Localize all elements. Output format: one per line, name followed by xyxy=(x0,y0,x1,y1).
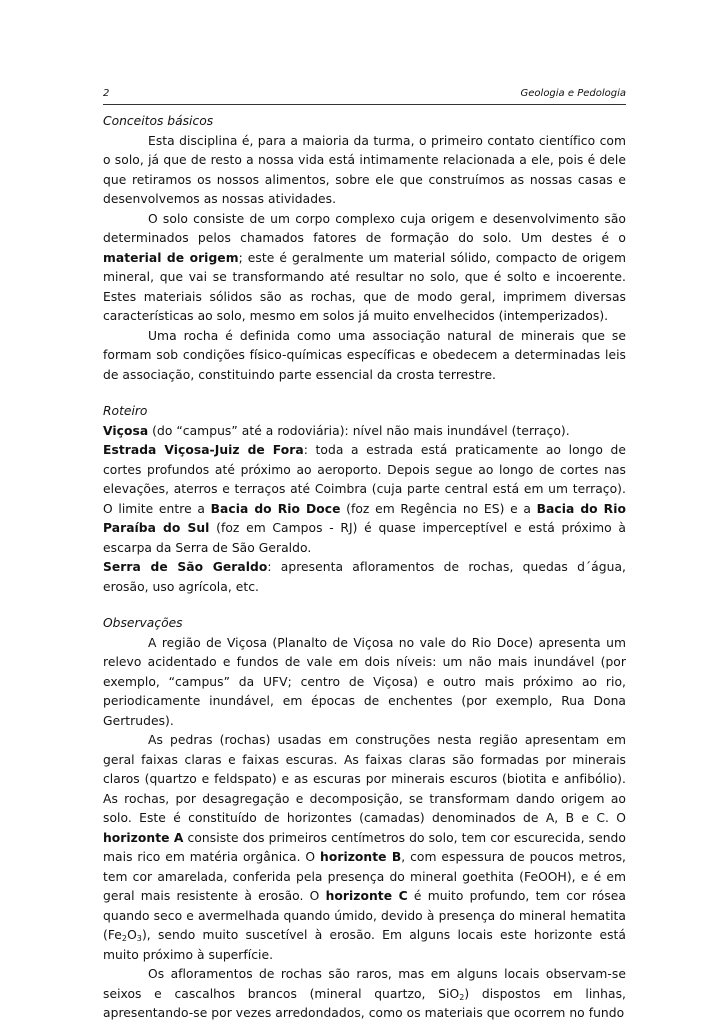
paragraph xyxy=(103,327,626,386)
section-observacoes xyxy=(103,614,626,1024)
paragraph-text: (foz em Campos - RJ) é quase imperceptível e está próximo à escarpa da Serra de São Geraldo. xyxy=(103,521,627,555)
bold-term: Viçosa xyxy=(103,423,149,438)
bold-term: horizonte C xyxy=(325,889,408,903)
subscript: 3 xyxy=(136,934,142,943)
paragraph-text: As pedras (rochas) usadas em construções nesta região apresentam em geral faixas claras e faixas escuras. As faixas claras são formadas por minerais claros (quartzo e feldspato) e as escuras por minerais escuros (biotita e anfibólio). As rochas, por desagregação e decomposição, se transformam dando origem ao solo. Este é constituído de horizontes (camadas) denominados de A, B e C. O xyxy=(103,733,626,825)
bold-term: Bacia do Rio Paraíba do Sul xyxy=(103,501,626,535)
page-header xyxy=(103,86,626,105)
bold-term: Estrada Viçosa-Juiz de Fora xyxy=(103,443,304,457)
paragraph-text: , com espessura de poucos metros, tem cor amarelada, conferida pela presença do mineral goethita (FeOOH), e é em geral mais resistente à erosão. O xyxy=(103,850,626,903)
page-number: 2 xyxy=(103,88,110,99)
paragraph-text: O xyxy=(127,928,137,942)
route-item xyxy=(103,422,626,442)
page-body xyxy=(103,112,626,1024)
paragraph-text: é muito profundo, tem cor rósea quando seco e avermelhada quando úmido, devido à presença do mineral hematita (Fe xyxy=(103,889,626,942)
paragraph-text: O solo consiste de um corpo complexo cuja origem e desenvolvimento são determinados pelos chamados fatores de formação do solo. Um destes é o xyxy=(103,211,626,245)
header-title: Geologia e Pedologia xyxy=(520,88,626,99)
paragraph-text: (foz em Regência no ES) e a xyxy=(340,501,537,516)
subscript: 2 xyxy=(459,992,465,1002)
paragraph-text: ; este é geralmente um material sólido, compacto de origem mineral, que vai se transformando até resultar no solo, que é solto e incoerente. Estes materiais sólidos são as rochas, que de modo geral, imprimem diversas características ao solo, mesmo em solos já muito envelhecidos (intemperizados). xyxy=(103,250,626,323)
section-conceitos xyxy=(103,112,626,385)
paragraph-text: (do “campus” até a rodoviária): nível não mais inundável (terraço). xyxy=(148,423,570,438)
paragraph xyxy=(103,210,626,327)
bold-term: Serra de São Geraldo xyxy=(103,560,268,574)
bold-term: material de origem xyxy=(103,250,239,265)
route-item xyxy=(103,441,626,558)
paragraph xyxy=(103,965,626,1024)
paragraph-text: : apresenta afloramentos de rochas, quedas d´água, erosão, uso agrícola, etc. xyxy=(103,560,626,594)
paragraph-text: Esta disciplina é, para a maioria da turma, o primeiro contato científico com o solo, já que de resto a nossa vida está intimamente relacionada a ele, pois é dele que retiramos os nossos alimentos, sobre ele que construímos as nossas casas e desenvolvemos as nossas atividades. xyxy=(103,133,626,206)
bold-term: Bacia do Rio Doce xyxy=(210,501,341,516)
bold-term: horizonte B xyxy=(320,850,402,864)
paragraph-text: Os afloramentos de rochas são raros, mas em alguns locais observam-se seixos e cascalhos brancos (mineral quartzo, SiO xyxy=(103,967,626,1001)
paragraph-text: A região de Viçosa (Planalto de Viçosa no vale do Rio Doce) apresenta um relevo acidentado e fundos de vale em dois níveis: um não mais inundável (por exemplo, “campus” da UFV; centro de Viçosa) e outro mais próximo ao rio, periodicamente inundável, em épocas de enchentes (por exemplo, Rua Dona Gertrudes). xyxy=(103,635,626,728)
paragraph xyxy=(103,132,626,210)
paragraph-text: consiste dos primeiros centímetros do solo, tem cor escurecida, sendo mais rico em matéria orgânica. O xyxy=(103,830,626,864)
subscript: 2 xyxy=(121,934,128,943)
section-title: Conceitos básicos xyxy=(103,114,214,128)
paragraph xyxy=(103,731,626,965)
section-roteiro xyxy=(103,402,626,597)
route-item xyxy=(103,558,626,597)
paragraph-text: : toda a estrada está praticamente ao longo de cortes profundos até próximo ao aeroporto. Depois segue ao longo de cortes nas elevações, aterros e terraços até Coimbra (cuja parte central está em um terraço). O limite entre a xyxy=(103,443,626,516)
paragraph xyxy=(103,634,626,732)
paragraph-text: ), sendo muito suscetível à erosão. Em alguns locais este horizonte está muito próximo à superfície. xyxy=(103,928,626,962)
section-title: Roteiro xyxy=(103,404,148,418)
paragraph-text: Uma rocha é definida como uma associação natural de minerais que se formam sob condições físico-químicas específicas e obedecem a determinadas leis de associação, constituindo parte essencial da crosta terrestre. xyxy=(103,328,626,382)
paragraph-text: ) dispostos em linhas, apresentando-se por vezes arredondados, como os materiais que ocorrem no fundo xyxy=(103,986,626,1020)
bold-term: horizonte A xyxy=(103,830,184,845)
section-title: Observações xyxy=(103,616,183,630)
